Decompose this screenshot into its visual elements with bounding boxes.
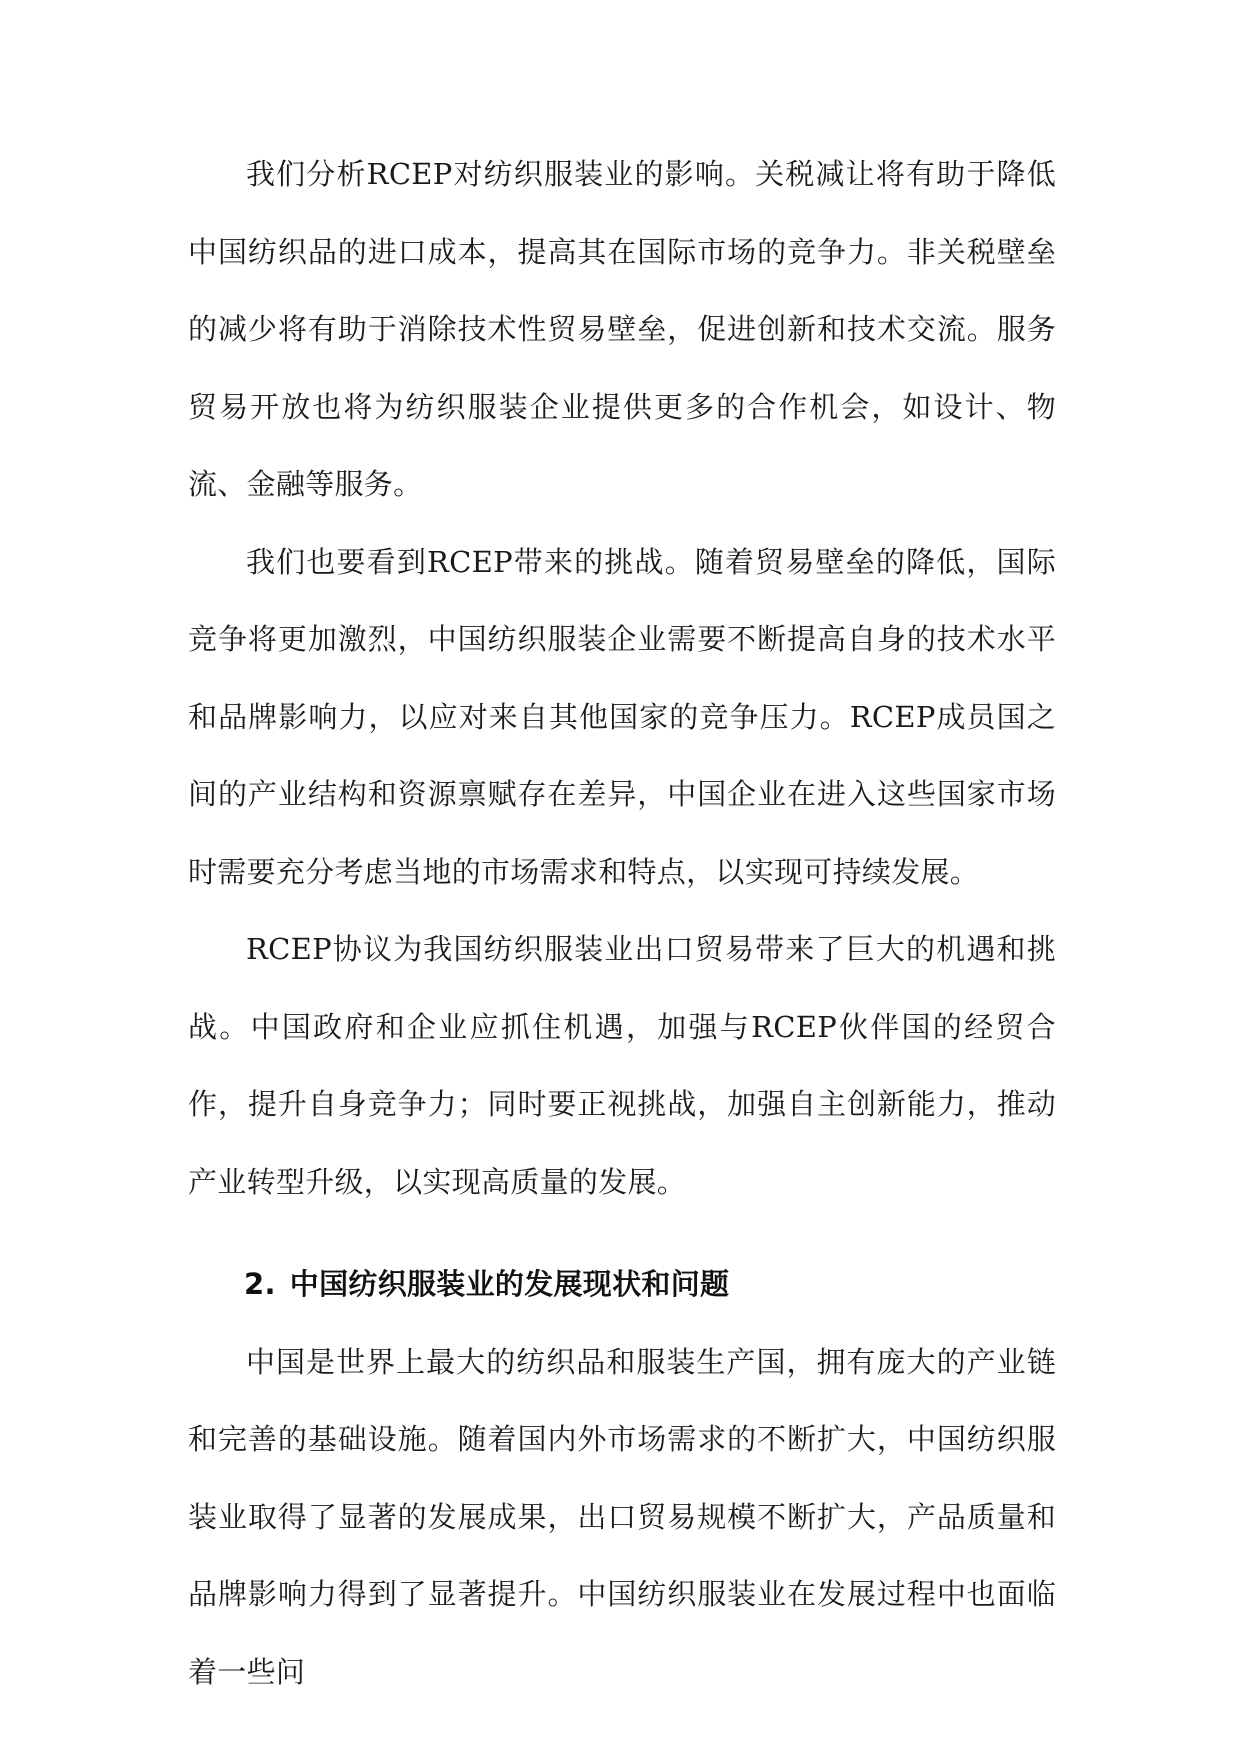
section-number: 2. <box>244 1267 276 1301</box>
document-body <box>188 136 1056 1711</box>
section-heading <box>188 1246 1056 1324</box>
paragraph-rcep-opportunities: RCEP协议为我国纺织服装业出口贸易带来了巨大的机遇和挑战。中国政府和企业应抓住机遇，加强与RCEP伙伴国的经贸合作，提升自身竞争力；同时要正视挑战，加强自主创新能力，推动产业转型升级，以实现高质量的发展。 <box>188 932 1056 1199</box>
paragraph-rcep-challenges: 我们也要看到RCEP带来的挑战。随着贸易壁垒的降低，国际竞争将更加激烈，中国纺织服装企业需要不断提高自身的技术水平和品牌影响力，以应对来自其他国家的竞争压力。RCEP成员国之间的产业结构和资源禀赋存在差异，中国企业在进入这些国家市场时需要充分考虑当地的市场需求和特点，以实现可持续发展。 <box>188 544 1056 889</box>
paragraph-industry-status: 中国是世界上最大的纺织品和服装生产国，拥有庞大的产业链和完善的基础设施。随着国内外市场需求的不断扩大，中国纺织服装业取得了显著的发展成果，出口贸易规模不断扩大，产品质量和品牌影响力得到了显著提升。中国纺织服装业在发展过程中也面临着一些问 <box>188 1344 1056 1689</box>
section-title: 中国纺织服装业的发展现状和问题 <box>289 1267 730 1301</box>
paragraph-rcep-impact: 我们分析RCEP对纺织服装业的影响。关税减让将有助于降低中国纺织品的进口成本，提高其在国际市场的竞争力。非关税壁垒的减少将有助于消除技术性贸易壁垒，促进创新和技术交流。服务贸易开放也将为纺织服装企业提供更多的合作机会，如设计、物流、金融等服务。 <box>188 157 1056 501</box>
